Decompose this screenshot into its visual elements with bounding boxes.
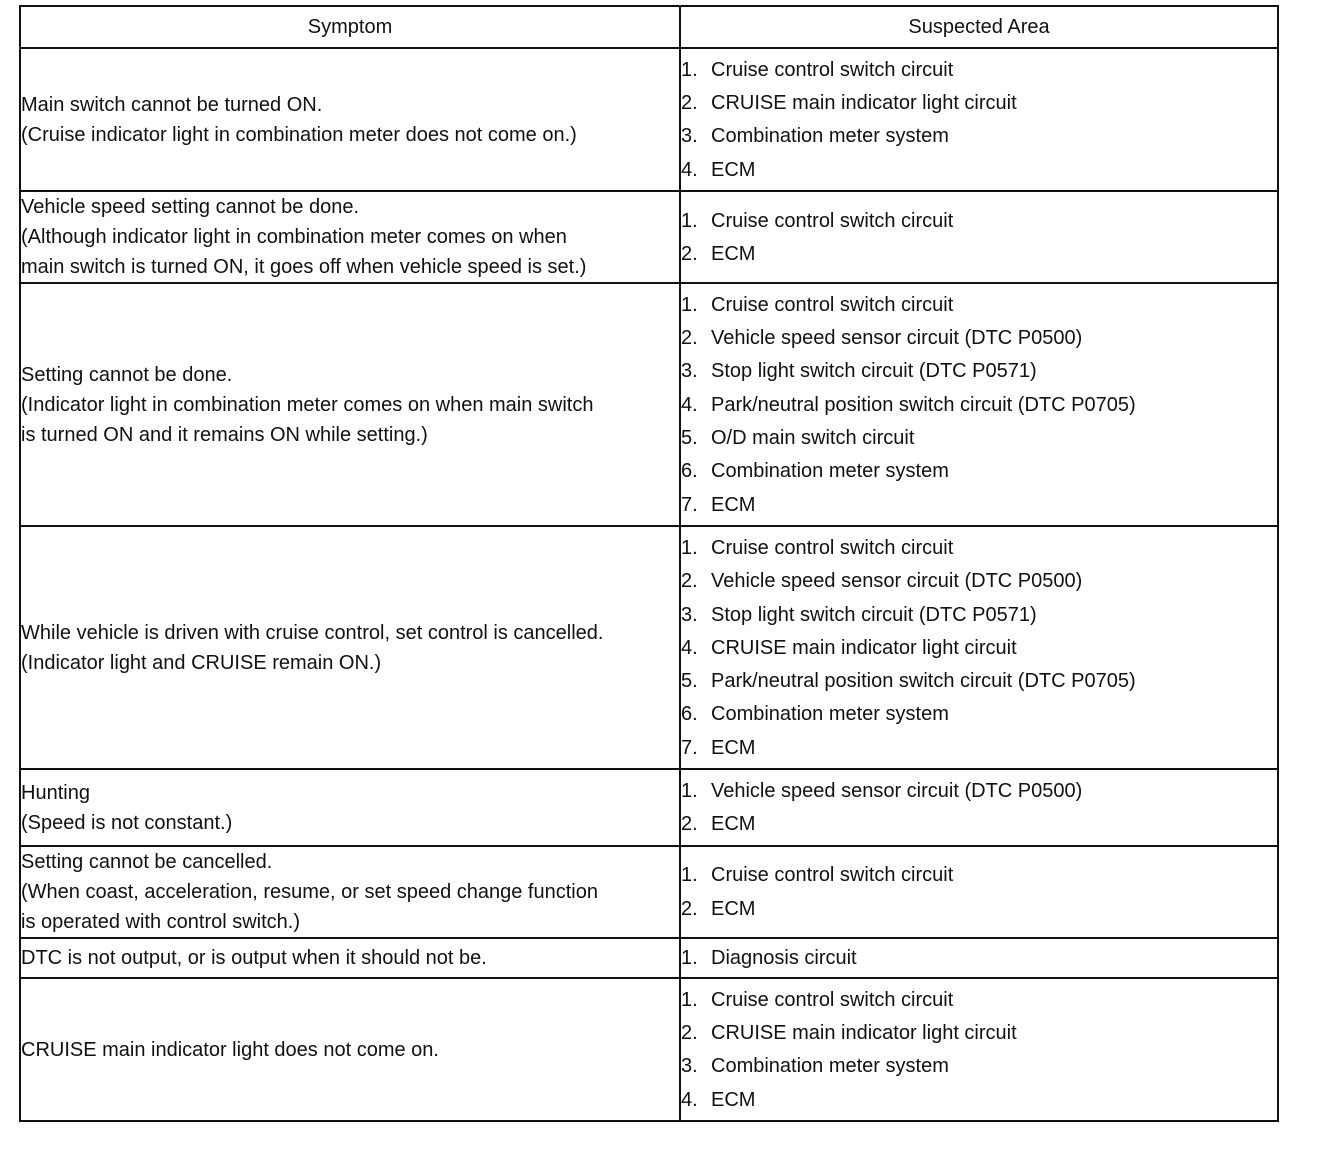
list-number: 4.	[681, 636, 698, 659]
list-number: 6.	[681, 703, 698, 726]
list-number: 2.	[681, 91, 698, 114]
symptom-cell	[20, 48, 680, 191]
symptom-text: While vehicle is driven with cruise control, set control is cancelled.	[21, 621, 604, 644]
list-number: 1.	[681, 946, 698, 969]
suspected-area-cell	[680, 283, 1278, 526]
table-row	[20, 48, 1278, 191]
symptom-text: (Indicator light in combination meter comes on when main switch	[21, 393, 594, 416]
list-number: 6.	[681, 460, 698, 483]
list-item	[681, 631, 1277, 664]
list-number: 2.	[681, 813, 698, 836]
symptom-text: Vehicle speed setting cannot be done.	[21, 196, 360, 219]
suspected-area-cell	[680, 48, 1278, 191]
list-item	[681, 531, 1277, 564]
list-text: Stop light switch circuit (DTC P0571)	[711, 603, 1037, 626]
list-text: Cruise control switch circuit	[711, 864, 954, 887]
symptom-text: is operated with control switch.)	[21, 910, 301, 933]
symptom-cell	[20, 846, 680, 938]
list-item	[681, 1050, 1277, 1083]
list-text: CRUISE main indicator light circuit	[711, 91, 1017, 114]
list-number: 2.	[681, 327, 698, 350]
list-item	[681, 53, 1277, 86]
symptom-text: main switch is turned ON, it goes off when vehicle speed is set.)	[21, 256, 587, 279]
list-text: ECM	[711, 813, 756, 836]
list-number: 1.	[681, 293, 698, 316]
list-number: 1.	[681, 864, 698, 887]
list-number: 7.	[681, 493, 698, 516]
symptom-header: Symptom	[20, 6, 680, 48]
symptom-text: Hunting	[21, 781, 90, 804]
list-text: Cruise control switch circuit	[711, 988, 954, 1011]
list-item	[681, 120, 1277, 153]
table-row	[20, 191, 1278, 283]
list-number: 3.	[681, 603, 698, 626]
list-text: Park/neutral position switch circuit (DTC P0705)	[711, 670, 1136, 693]
table-row	[20, 938, 1278, 978]
list-item	[681, 455, 1277, 488]
list-item	[681, 774, 1277, 807]
symptom-text: (When coast, acceleration, resume, or set speed change function	[21, 880, 598, 903]
list-text: Vehicle speed sensor circuit (DTC P0500)	[711, 780, 1083, 803]
list-number: 2.	[681, 1021, 698, 1044]
list-number: 4.	[681, 1088, 698, 1111]
symptom-text: (Cruise indicator light in combination meter does not come on.)	[21, 123, 577, 146]
list-item	[681, 153, 1277, 186]
symptom-text: is turned ON and it remains ON while setting.)	[21, 423, 428, 446]
list-item	[681, 664, 1277, 697]
list-item	[681, 941, 1277, 974]
list-item	[681, 204, 1277, 237]
list-number: 5.	[681, 427, 698, 450]
suspected-area-cell	[680, 978, 1278, 1121]
symptom-text: CRUISE main indicator light does not come on.	[21, 1038, 439, 1061]
list-text: Combination meter system	[711, 125, 949, 148]
list-item	[681, 421, 1277, 454]
list-item	[681, 355, 1277, 388]
symptom-text: DTC is not output, or is output when it should not be.	[21, 946, 487, 969]
list-item	[681, 983, 1277, 1016]
table-row	[20, 769, 1278, 846]
list-item	[681, 859, 1277, 892]
suspected-area-header: Suspected Area	[680, 6, 1278, 48]
list-item	[681, 698, 1277, 731]
list-number: 1.	[681, 988, 698, 1011]
list-item	[681, 321, 1277, 354]
table-row	[20, 978, 1278, 1121]
list-number: 5.	[681, 670, 698, 693]
list-text: Combination meter system	[711, 1055, 949, 1078]
list-number: 3.	[681, 1055, 698, 1078]
list-text: ECM	[711, 897, 756, 920]
list-item	[681, 288, 1277, 321]
list-number: 1.	[681, 209, 698, 232]
list-number: 4.	[681, 393, 698, 416]
list-text: Cruise control switch circuit	[711, 293, 954, 316]
symptom-cell	[20, 769, 680, 846]
list-text: Vehicle speed sensor circuit (DTC P0500)	[711, 327, 1083, 350]
list-text: Combination meter system	[711, 460, 949, 483]
table-row	[20, 846, 1278, 938]
list-number: 7.	[681, 736, 698, 759]
list-text: Combination meter system	[711, 703, 949, 726]
list-item	[681, 892, 1277, 925]
symptom-text: Setting cannot be done.	[21, 363, 233, 386]
list-item	[681, 388, 1277, 421]
list-number: 1.	[681, 58, 698, 81]
list-item	[681, 598, 1277, 631]
list-item	[681, 1083, 1277, 1116]
list-number: 2.	[681, 570, 698, 593]
list-text: Stop light switch circuit (DTC P0571)	[711, 360, 1037, 383]
list-item	[681, 237, 1277, 270]
symptom-text: (Although indicator light in combination meter comes on when	[21, 226, 567, 249]
symptom-text: Main switch cannot be turned ON.	[21, 93, 323, 116]
list-text: Diagnosis circuit	[711, 946, 857, 969]
list-text: ECM	[711, 1088, 756, 1111]
symptom-cell	[20, 978, 680, 1121]
list-number: 4.	[681, 158, 698, 181]
suspected-area-cell	[680, 769, 1278, 846]
symptom-cell	[20, 191, 680, 283]
symptom-text: Setting cannot be cancelled.	[21, 850, 273, 873]
list-item	[681, 808, 1277, 841]
list-number: 2.	[681, 242, 698, 265]
symptom-cell	[20, 283, 680, 526]
symptom-text: (Indicator light and CRUISE remain ON.)	[21, 651, 382, 674]
suspected-area-cell	[680, 846, 1278, 938]
list-text: Park/neutral position switch circuit (DTC P0705)	[711, 393, 1136, 416]
list-text: ECM	[711, 493, 756, 516]
list-text: Vehicle speed sensor circuit (DTC P0500)	[711, 570, 1083, 593]
list-text: ECM	[711, 736, 756, 759]
table-body	[20, 48, 1278, 1121]
header-row	[20, 6, 1278, 48]
list-number: 1.	[681, 536, 698, 559]
list-item	[681, 731, 1277, 764]
list-number: 1.	[681, 780, 698, 803]
suspected-area-cell	[680, 526, 1278, 769]
list-text: CRUISE main indicator light circuit	[711, 636, 1017, 659]
list-item	[681, 86, 1277, 119]
list-text: CRUISE main indicator light circuit	[711, 1021, 1017, 1044]
list-number: 3.	[681, 125, 698, 148]
list-item	[681, 488, 1277, 521]
list-number: 3.	[681, 360, 698, 383]
table-row	[20, 526, 1278, 769]
table-row	[20, 283, 1278, 526]
list-text: O/D main switch circuit	[711, 427, 915, 450]
list-item	[681, 565, 1277, 598]
symptom-cell	[20, 938, 680, 978]
list-text: Cruise control switch circuit	[711, 536, 954, 559]
suspected-area-cell	[680, 938, 1278, 978]
symptom-text: (Speed is not constant.)	[21, 811, 233, 834]
list-text: ECM	[711, 242, 756, 265]
list-number: 2.	[681, 897, 698, 920]
list-text: ECM	[711, 158, 756, 181]
symptom-cell	[20, 526, 680, 769]
troubleshooting-table	[19, 5, 1279, 1122]
suspected-area-cell	[680, 191, 1278, 283]
list-text: Cruise control switch circuit	[711, 209, 954, 232]
list-text: Cruise control switch circuit	[711, 58, 954, 81]
list-item	[681, 1016, 1277, 1049]
